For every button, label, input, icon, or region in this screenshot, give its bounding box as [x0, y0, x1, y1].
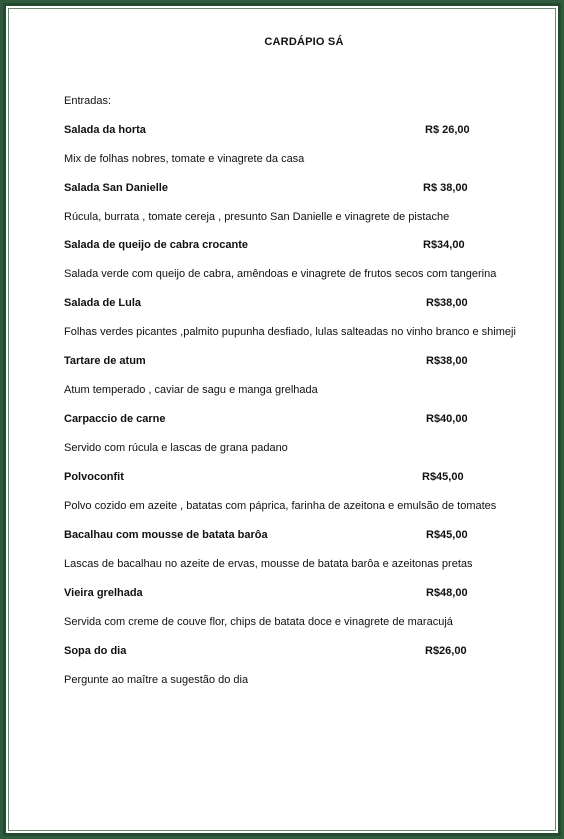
item-price: R$ 26,00	[425, 124, 470, 136]
menu-title: CARDÁPIO SÁ	[264, 36, 344, 48]
item-price: R$38,00	[426, 297, 468, 309]
item-price: R$40,00	[426, 413, 468, 425]
menu-item	[64, 355, 544, 413]
menu-item	[64, 124, 544, 182]
menu-item	[64, 182, 544, 240]
menu-item	[64, 529, 544, 587]
menu-item	[64, 471, 544, 529]
item-name: Polvoconfit	[64, 471, 124, 483]
item-price: R$48,00	[426, 587, 468, 599]
item-description: Pergunte ao maître a sugestão do dia	[64, 674, 249, 686]
menu-item	[64, 645, 544, 703]
item-name: Tartare de atum	[64, 355, 146, 367]
menu-page-frame	[3, 3, 561, 836]
item-name: Salada de queijo de cabra crocante	[64, 239, 249, 251]
item-description: Polvo cozido em azeite , batatas com páprica, farinha de azeitona e emulsão de tomates	[64, 500, 497, 512]
item-price: R$26,00	[425, 645, 467, 657]
item-description: Servida com creme de couve flor, chips de batata doce e vinagrete de maracujá	[64, 616, 453, 628]
item-name: Sopa do dia	[64, 645, 127, 657]
item-name: Salada de Lula	[64, 297, 142, 309]
item-name: Bacalhau com mousse de batata barôa	[64, 529, 268, 541]
item-name: Salada da horta	[64, 124, 146, 136]
item-price: R$34,00	[423, 239, 465, 251]
item-description: Salada verde com queijo de cabra, amêndoas e vinagrete de frutos secos com tangerina	[64, 268, 497, 280]
item-description: Mix de folhas nobres, tomate e vinagrete da casa	[64, 153, 305, 165]
item-description: Atum temperado , caviar de sagu e manga grelhada	[64, 384, 318, 396]
section-heading: Entradas:	[64, 95, 112, 107]
menu-item	[64, 413, 544, 471]
item-price: R$38,00	[426, 355, 468, 367]
item-description: Servido com rúcula e lascas de grana padano	[64, 442, 288, 454]
item-price: R$ 38,00	[423, 182, 468, 194]
menu-item	[64, 297, 544, 355]
item-description: Rúcula, burrata , tomate cereja , presunto San Danielle e vinagrete de pistache	[64, 211, 450, 223]
menu-item	[64, 239, 544, 297]
item-name: Vieira grelhada	[64, 587, 143, 599]
item-description: Folhas verdes picantes ,palmito pupunha desfiado, lulas salteadas no vinho branco e shimeji	[64, 326, 516, 338]
item-name: Salada San Danielle	[64, 182, 168, 194]
item-description: Lascas de bacalhau no azeite de ervas, mousse de batata barôa e azeitonas pretas	[64, 558, 473, 570]
menu-item	[64, 587, 544, 645]
item-name: Carpaccio de carne	[64, 413, 166, 425]
item-price: R$45,00	[422, 471, 464, 483]
item-price: R$45,00	[426, 529, 468, 541]
